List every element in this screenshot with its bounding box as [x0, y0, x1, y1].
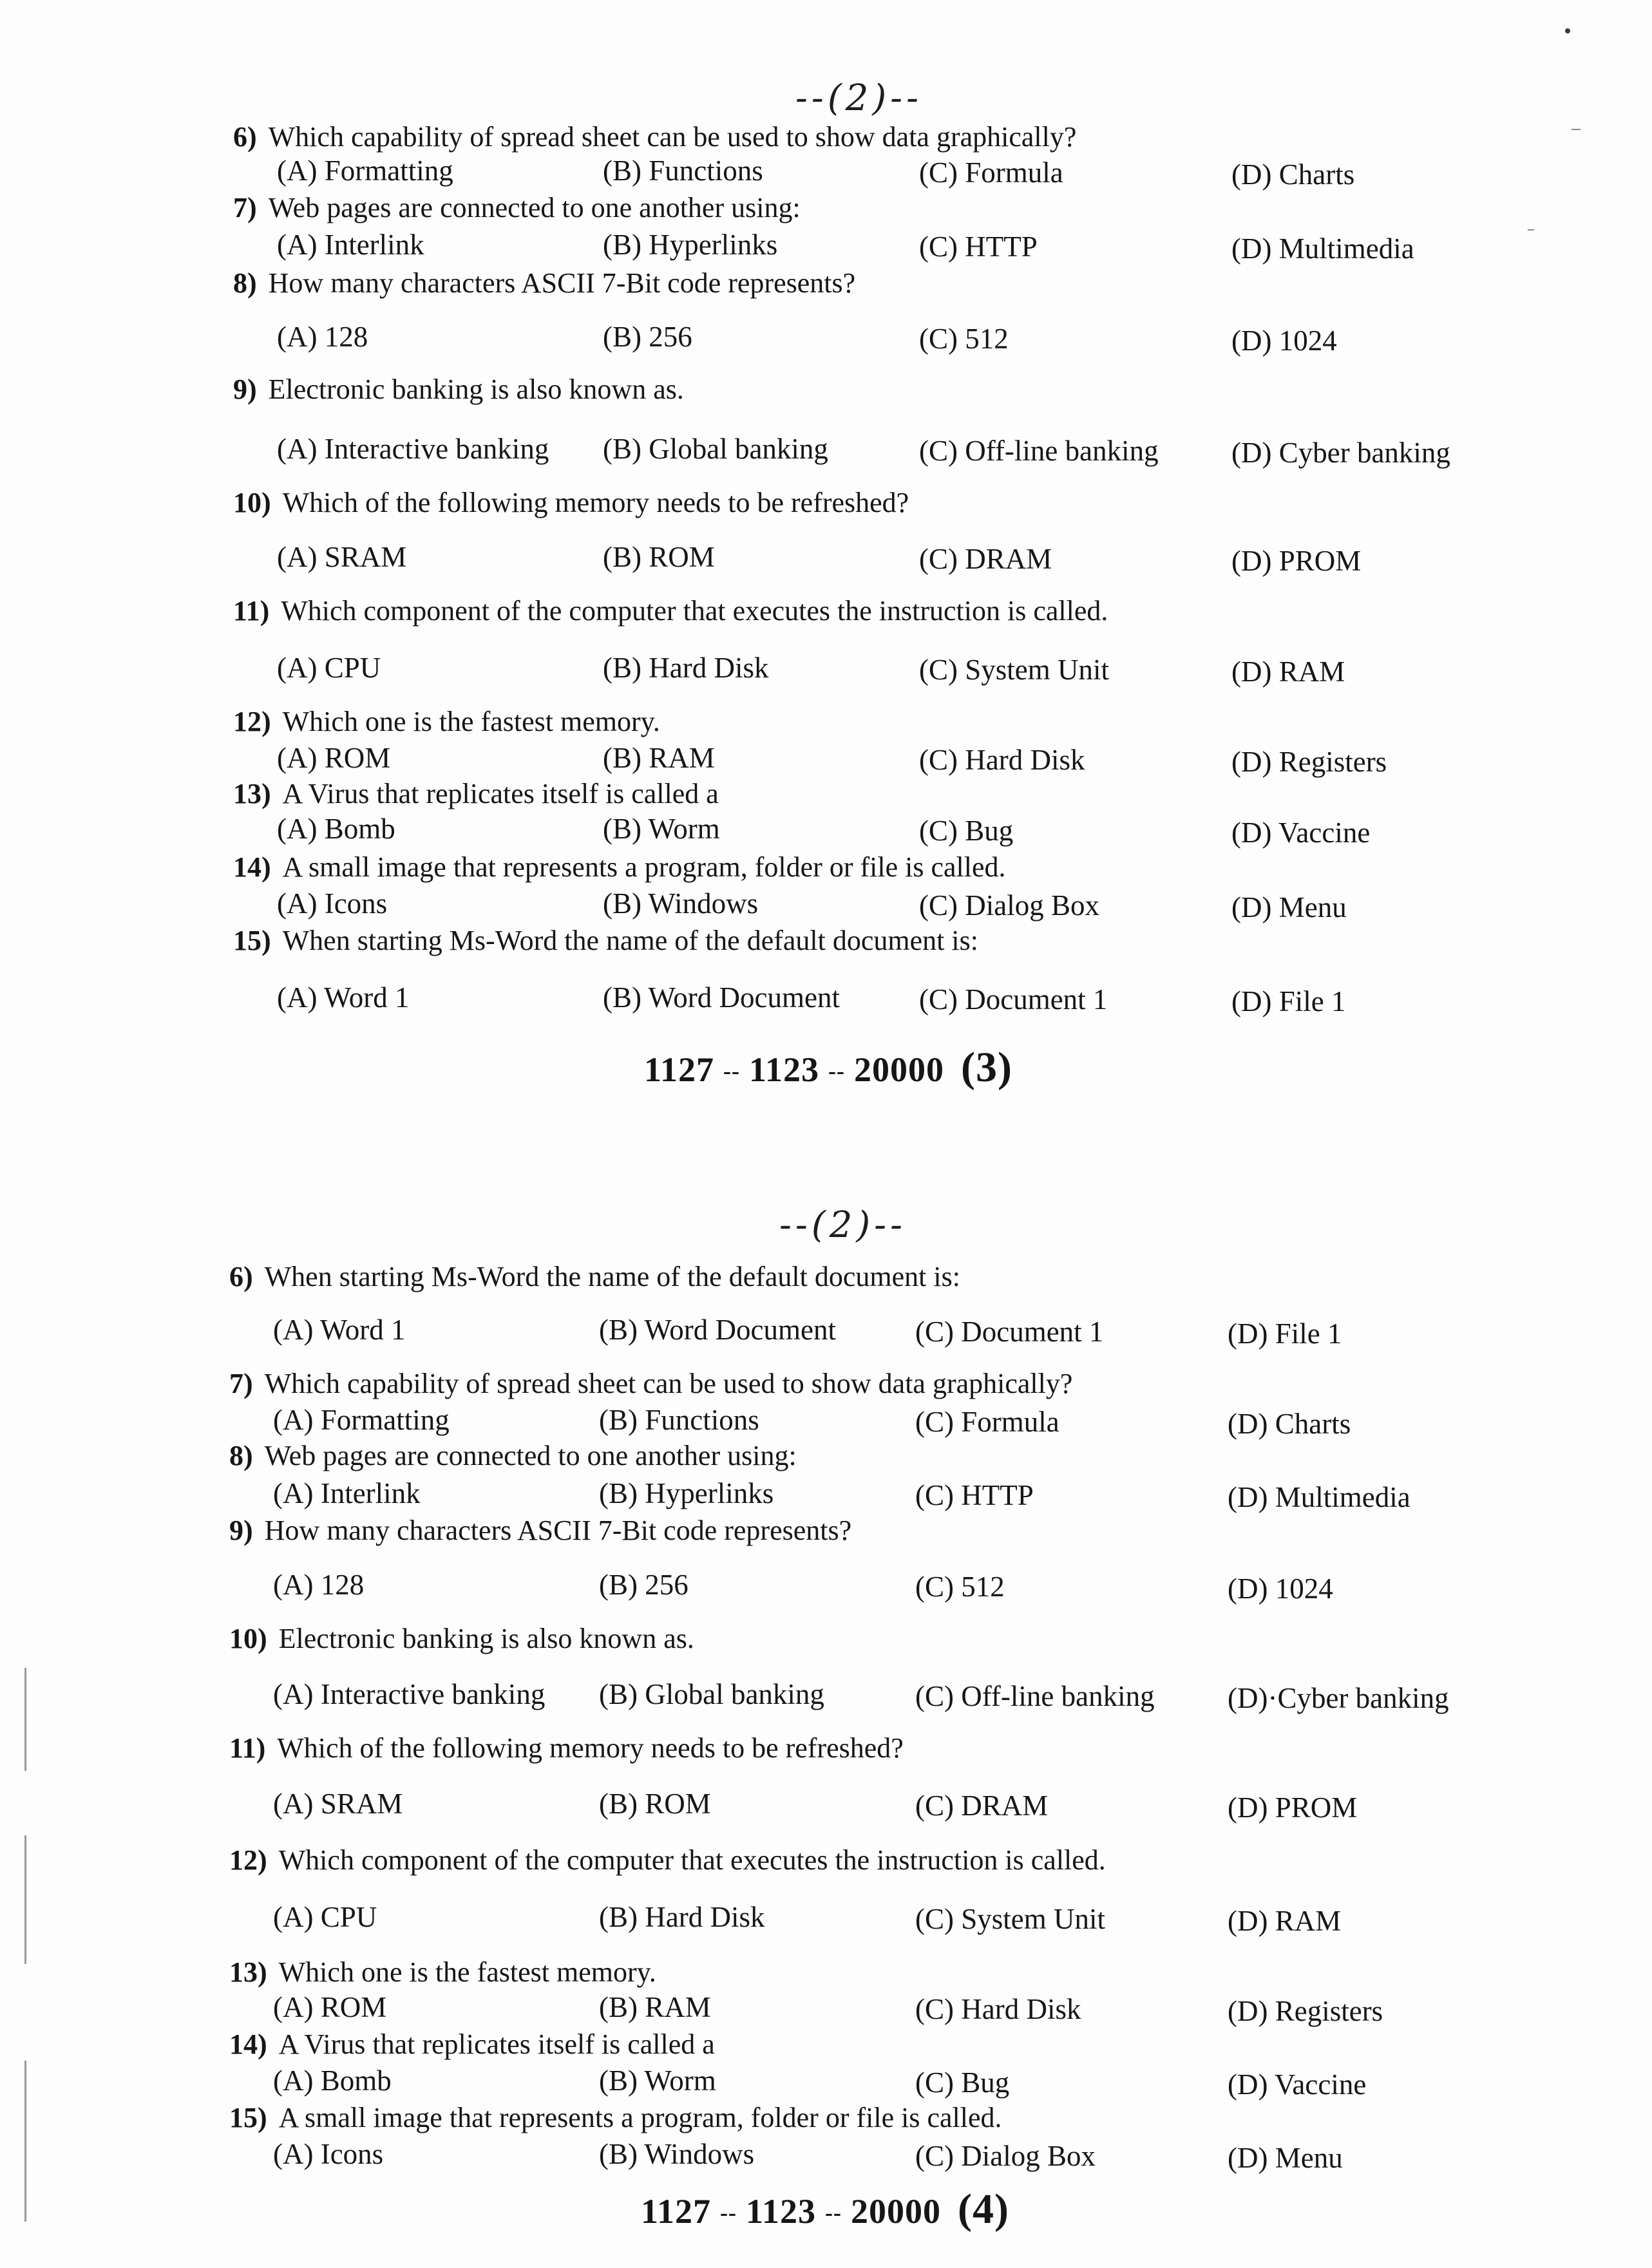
question-number: 7) [233, 192, 257, 223]
question-text: Electronic banking is also known as. [268, 373, 684, 405]
question-stem [229, 1261, 960, 1293]
answer-option: (C) 512 [919, 323, 1009, 355]
answer-option: (A) Interactive banking [277, 433, 549, 465]
answer-option: (C) DRAM [915, 1790, 1049, 1822]
answer-option: (A) ROM [273, 1991, 387, 2023]
question-number: 7) [229, 1368, 253, 1399]
question-stem [229, 1732, 904, 1764]
paper-code-separator: -- [720, 2200, 737, 2225]
question-text: Electronic banking is also known as. [278, 1623, 694, 1654]
answer-option: (A) CPU [277, 652, 381, 684]
answer-option: (B) Worm [599, 2065, 716, 2097]
question-number: 11) [233, 595, 270, 627]
answer-option: (D)·Cyber banking [1228, 1682, 1449, 1714]
answer-option: (D) Menu [1228, 2142, 1343, 2174]
answer-option: (A) 128 [273, 1569, 365, 1601]
answer-option: (A) Icons [277, 887, 388, 920]
answer-option: (D) File 1 [1228, 1318, 1342, 1350]
answer-option: (C) Formula [915, 1406, 1059, 1438]
answer-option: (D) Vaccine [1228, 2068, 1367, 2101]
paper-code-part: 1127 [644, 1050, 715, 1089]
question-text: Web pages are connected to one another using: [264, 1440, 797, 1471]
paper-code-part: 1123 [749, 1050, 820, 1089]
question-text: Which capability of spread sheet can be used to show data graphically? [264, 1368, 1073, 1399]
answer-option: (B) Hyperlinks [599, 1477, 774, 1509]
answer-option: (B) 256 [599, 1569, 688, 1601]
scan-speck [1528, 229, 1534, 231]
answer-option: (D) RAM [1231, 656, 1345, 688]
answer-option: (C) System Unit [915, 1903, 1106, 1935]
answer-option: (D) PROM [1231, 545, 1362, 577]
answer-option: (D) Menu [1231, 891, 1347, 923]
answer-option: (D) RAM [1228, 1905, 1342, 1937]
answer-option: (D) Registers [1231, 746, 1387, 778]
answer-option: (A) Formatting [273, 1404, 450, 1436]
answer-option: (C) Off-line banking [915, 1680, 1155, 1712]
answer-option: (A) Word 1 [273, 1314, 406, 1346]
paper-code-separator: -- [723, 1058, 741, 1084]
question-text: Web pages are connected to one another using: [268, 192, 801, 223]
answer-option: (C) Bug [915, 2066, 1010, 2099]
handwritten-page-mark: --(2)-- [795, 77, 923, 119]
handwritten-page-mark: --(2)-- [779, 1204, 907, 1246]
answer-option: (C) Dialog Box [915, 2140, 1096, 2172]
paper-code-part: 1123 [746, 2192, 817, 2231]
question-text: A Virus that replicates itself is called a [278, 2028, 715, 2060]
answer-option: (B) RAM [599, 1991, 711, 2023]
answer-option: (C) Document 1 [919, 983, 1108, 1016]
question-stem [233, 925, 978, 957]
answer-option: (B) Hard Disk [599, 1901, 765, 1933]
question-stem [229, 2028, 715, 2061]
question-stem [229, 1515, 851, 1547]
question-stem [233, 595, 1108, 627]
question-number: 8) [229, 1440, 253, 1471]
question-number: 14) [229, 2028, 267, 2060]
answer-option: (A) Icons [273, 2138, 384, 2170]
question-number: 14) [233, 851, 271, 883]
answer-option: (D) Charts [1231, 158, 1355, 191]
answer-option: (C) Dialog Box [919, 889, 1099, 921]
question-number: 11) [229, 1732, 266, 1764]
question-stem [229, 1368, 1072, 1400]
question-stem [233, 487, 909, 519]
question-stem [233, 778, 719, 810]
answer-option: (D) 1024 [1228, 1573, 1333, 1605]
answer-option: (C) 512 [915, 1571, 1005, 1603]
answer-option: (D) File 1 [1231, 985, 1346, 1017]
scan-margin-line [24, 1668, 26, 1771]
answer-option: (D) Multimedia [1228, 1481, 1410, 1513]
answer-option: (A) Interlink [277, 229, 424, 261]
answer-option: (C) Document 1 [915, 1316, 1104, 1348]
answer-option: (B) Windows [599, 2138, 755, 2170]
paper-code-footer [641, 2185, 1009, 2234]
question-stem [233, 267, 855, 299]
paper-code-part: 1127 [641, 2192, 712, 2231]
question-number: 15) [229, 2102, 267, 2133]
question-stem [229, 2102, 1002, 2134]
question-text: Which of the following memory needs to be refreshed? [282, 487, 909, 518]
question-number: 12) [233, 706, 271, 737]
paper-code-part: 20000 [854, 1050, 945, 1089]
question-stem [229, 1956, 656, 1989]
question-stem [233, 192, 801, 224]
question-text: When starting Ms-Word the name of the default document is: [282, 925, 978, 956]
answer-option: (C) System Unit [919, 654, 1110, 686]
answer-option: (A) SRAM [277, 541, 407, 573]
scan-speck [1565, 28, 1570, 33]
question-text: Which component of the computer that executes the instruction is called. [281, 595, 1108, 627]
answer-option: (D) Registers [1228, 1995, 1383, 2027]
answer-option: (C) HTTP [915, 1479, 1034, 1511]
question-number: 9) [229, 1515, 253, 1546]
question-number: 15) [233, 925, 271, 956]
question-number: 9) [233, 373, 257, 405]
answer-option: (B) Word Document [603, 981, 840, 1014]
answer-option: (C) Hard Disk [915, 1993, 1081, 2025]
answer-option: (B) Hard Disk [603, 652, 769, 684]
answer-option: (B) 256 [603, 321, 692, 353]
question-number: 6) [233, 121, 257, 153]
question-stem [229, 1844, 1106, 1876]
paper-code-separator: -- [828, 1058, 846, 1084]
page-number: (4) [958, 2186, 1009, 2233]
answer-option: (A) Interlink [273, 1477, 421, 1509]
answer-option: (C) Formula [919, 156, 1063, 189]
answer-option: (A) SRAM [273, 1788, 403, 1820]
question-stem [233, 121, 1076, 153]
question-number: 8) [233, 267, 257, 299]
answer-option: (B) RAM [603, 742, 715, 774]
answer-option: (A) Formatting [277, 155, 453, 187]
paper-code-separator: -- [825, 2200, 842, 2225]
answer-option: (D) Multimedia [1231, 232, 1414, 265]
scan-margin-line [24, 2061, 26, 2222]
question-stem [233, 373, 684, 406]
question-text: Which one is the fastest memory. [278, 1956, 656, 1988]
answer-option: (A) Interactive banking [273, 1678, 546, 1710]
answer-option: (D) Cyber banking [1231, 437, 1450, 469]
answer-option: (D) Vaccine [1231, 817, 1371, 849]
answer-option: (D) PROM [1228, 1791, 1358, 1824]
question-text: When starting Ms-Word the name of the default document is: [264, 1261, 960, 1292]
question-text: A small image that represents a program, folder or file is called. [278, 2102, 1002, 2133]
answer-option: (B) Windows [603, 887, 759, 920]
answer-option: (A) Bomb [273, 2065, 392, 2097]
answer-option: (D) Charts [1228, 1408, 1351, 1440]
question-text: How many characters ASCII 7-Bit code represents? [264, 1515, 852, 1546]
answer-option: (C) HTTP [919, 231, 1038, 263]
answer-option: (B) ROM [599, 1788, 711, 1820]
answer-option: (B) Global banking [599, 1678, 824, 1710]
question-number: 12) [229, 1844, 267, 1876]
question-text: A Virus that replicates itself is called a [282, 778, 719, 809]
answer-option: (B) Worm [603, 813, 720, 845]
question-text: A small image that represents a program, folder or file is called. [282, 851, 1006, 883]
question-stem [229, 1440, 797, 1472]
question-number: 10) [229, 1623, 267, 1654]
answer-option: (A) CPU [273, 1901, 377, 1933]
question-number: 10) [233, 487, 271, 518]
question-text: Which component of the computer that executes the instruction is called. [278, 1844, 1106, 1876]
paper-code-part: 20000 [851, 2192, 942, 2231]
page-number: (3) [961, 1044, 1012, 1091]
answer-option: (A) Word 1 [277, 981, 410, 1014]
answer-option: (B) Hyperlinks [603, 229, 778, 261]
answer-option: (B) Word Document [599, 1314, 836, 1346]
question-number: 6) [229, 1261, 253, 1292]
answer-option: (C) Off-line banking [919, 435, 1159, 467]
question-stem [233, 851, 1006, 884]
question-text: Which of the following memory needs to be refreshed? [277, 1732, 904, 1764]
answer-option: (D) 1024 [1231, 325, 1337, 357]
question-stem [229, 1623, 694, 1655]
answer-option: (C) Hard Disk [919, 744, 1085, 776]
answer-option: (B) Global banking [603, 433, 828, 465]
answer-option: (A) ROM [277, 742, 391, 774]
scan-speck [1571, 129, 1581, 130]
answer-option: (A) 128 [277, 321, 368, 353]
answer-option: (C) DRAM [919, 543, 1052, 575]
question-number: 13) [233, 778, 271, 809]
paper-code-footer [644, 1043, 1012, 1092]
answer-option: (B) Functions [599, 1404, 759, 1436]
question-text: How many characters ASCII 7-Bit code represents? [268, 267, 856, 299]
answer-option: (A) Bomb [277, 813, 395, 845]
answer-option: (B) ROM [603, 541, 715, 573]
question-text: Which one is the fastest memory. [282, 706, 660, 737]
question-number: 13) [229, 1956, 267, 1988]
question-text: Which capability of spread sheet can be used to show data graphically? [268, 121, 1077, 153]
answer-option: (B) Functions [603, 155, 763, 187]
answer-option: (C) Bug [919, 815, 1014, 847]
question-stem [233, 706, 660, 738]
scan-margin-line [24, 1835, 26, 1964]
